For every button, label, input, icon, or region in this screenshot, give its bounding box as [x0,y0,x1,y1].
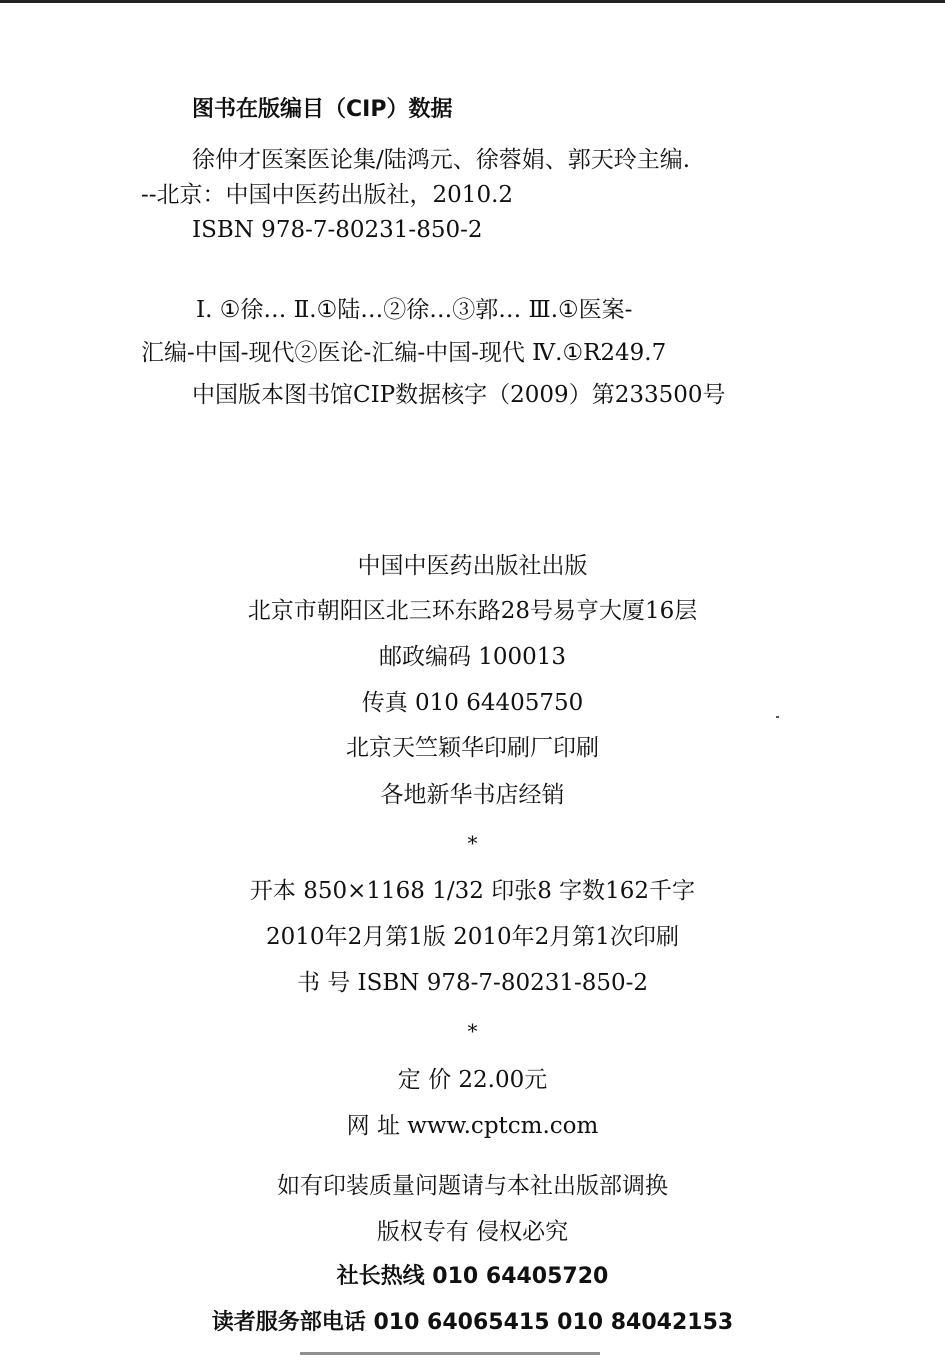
quality-notice: 如有印装质量问题请与本社出版部调换 [277,1173,668,1199]
distributor: 各地新华书店经销 [380,782,565,808]
price: 定 价 22.00元 [397,1067,548,1093]
cip-isbn: ISBN 978-7-80231-850-2 [192,217,483,243]
director-hotline: 社长热线 010 64405720 [336,1264,609,1289]
publisher-address: 北京市朝阳区北三环东路28号易亨大厦16层 [247,598,698,624]
top-border-line [0,0,945,3]
separator-star: * [467,831,478,855]
book-number: 书 号 ISBN 978-7-80231-850-2 [296,970,649,996]
scan-speck [776,716,779,718]
cutoff-text-line [300,1350,600,1361]
copyright-notice: 版权专有 侵权必究 [376,1219,569,1245]
fax-number: 传真 010 64405750 [361,690,584,716]
cip-publisher-line: --北京：中国中医药出版社，2010.2 [141,182,514,208]
postcode: 邮政编码 100013 [378,644,567,670]
cip-title-line: 徐仲才医案医论集/陆鸿元、徐蓉娟、郭天玲主编. [192,147,691,173]
format-info: 开本 850×1168 1/32 印张8 字数162千字 [249,878,696,904]
edition-info: 2010年2月第1版 2010年2月第1次印刷 [266,924,679,950]
cip-heading: 图书在版编目（CIP）数据 [192,97,453,122]
cip-classification-line-1: Ⅰ. ①徐… Ⅱ.①陆…②徐…③郭… Ⅲ.①医案- [196,297,633,323]
publisher-name: 中国中医药出版社出版 [357,553,588,579]
separator-star: * [467,1019,478,1043]
printer-name: 北京天竺颖华印刷厂印刷 [346,735,599,761]
cip-record-number: 中国版本图书馆CIP数据核字（2009）第233500号 [192,382,726,408]
reader-service-phone: 读者服务部电话 010 64065415 010 84042153 [211,1310,734,1335]
website: 网 址 www.cptcm.com [346,1113,599,1139]
cip-classification-line-2: 汇编-中国-现代②医论-汇编-中国-现代 Ⅳ.①R249.7 [141,340,667,366]
